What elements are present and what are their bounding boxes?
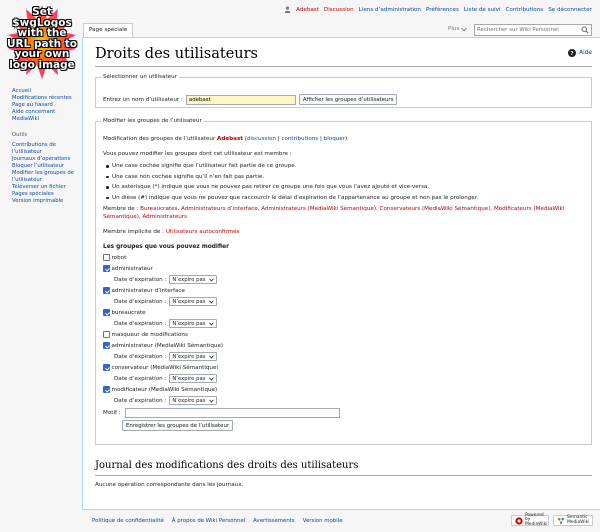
group-checkbox[interactable]	[103, 309, 110, 316]
admin-links-link[interactable]: Liens d’administration	[358, 6, 421, 13]
group-checkbox[interactable]	[103, 386, 110, 393]
group-checkbox[interactable]	[103, 331, 110, 338]
group-label[interactable]: administrateur	[111, 265, 153, 272]
group-row	[103, 362, 588, 373]
semantic-mediawiki-icon	[557, 517, 565, 525]
reason-label: Motif :	[103, 410, 121, 417]
svg-text:?: ?	[570, 51, 574, 57]
tab-special-page[interactable]: Page spéciale	[83, 23, 133, 38]
expiry-row	[103, 373, 588, 384]
user-discussion-link[interactable]: discussion	[246, 136, 276, 142]
expiry-label: Date d’expiration :	[114, 375, 167, 382]
group-row	[103, 252, 588, 263]
rules-list	[103, 161, 588, 203]
select-user-legend: Sélectionner un utilisateur	[103, 74, 177, 80]
chevron-down-icon	[209, 278, 214, 282]
footer-links	[92, 518, 343, 524]
powered-by-mediawiki-text: Powered by MediaWiki	[525, 512, 548, 527]
powered-by-mediawiki-badge[interactable]	[511, 512, 549, 527]
sidebar-tools	[12, 142, 82, 205]
help-label: Aide	[579, 50, 592, 56]
sidebar-item-random-page[interactable]: Page au hasard	[12, 102, 53, 108]
expiry-row	[103, 395, 588, 406]
expiry-select[interactable]	[169, 275, 216, 284]
rule-item: Une case non cochée signifie qu’il n’en fait pas partie.	[112, 172, 588, 183]
reason-row	[103, 407, 588, 419]
implicit-group[interactable]: Utilisateurs autoconfirmés	[165, 228, 240, 235]
rule-item: Un dièse (#) indique que vous ne pouvez que raccourcir le délai d’expiration de l’appartenance au groupe et non pas le prolonger.	[112, 193, 588, 204]
modify-groups-legend: Modifier les groupes de l’utilisateur	[103, 118, 202, 124]
more-menu-label: Plus	[448, 26, 460, 32]
select-user-fieldset	[95, 74, 592, 108]
expiry-select-value: N’expire pas	[172, 375, 206, 382]
group-label[interactable]: administrateur d’interface	[111, 287, 185, 294]
modify-groups-fieldset	[95, 118, 592, 445]
chevron-down-icon	[209, 322, 214, 326]
group-checkbox[interactable]	[103, 265, 110, 272]
sidebar-item-user-groups[interactable]: Modifier les groupes de l’utilisateur	[12, 170, 74, 183]
expiry-row	[103, 296, 588, 307]
site-logo[interactable]	[6, 3, 78, 81]
log-divider	[95, 475, 592, 476]
member-of-groups[interactable]: Bureaucrates, Administrateurs d’interface, Administrateurs (MediaWiki Sémantique), Conservateurs (MediaWiki Sémantique), Modificateurs (MediaWiki Sémantique), Administrateurs	[103, 206, 565, 220]
expiry-label: Date d’expiration :	[114, 320, 167, 327]
chevron-down-icon	[209, 377, 214, 381]
sidebar-item-recent-changes[interactable]: Modifications récentes	[12, 95, 72, 101]
expiry-select-value: N’expire pas	[172, 397, 206, 404]
expiry-row	[103, 351, 588, 362]
expiry-select-value: N’expire pas	[172, 353, 206, 360]
chevron-down-icon	[209, 399, 214, 403]
reason-input[interactable]	[125, 408, 340, 418]
mediawiki-flower-icon	[515, 517, 523, 525]
expiry-select[interactable]	[169, 319, 216, 328]
group-row	[103, 263, 588, 274]
footer-about-link[interactable]: À propos de Wiki Personnel	[171, 518, 246, 524]
semantic-mediawiki-badge[interactable]	[553, 515, 593, 526]
user-block-link[interactable]: bloquer	[323, 136, 346, 142]
username-label: Entrez un nom d’utilisateur :	[103, 96, 183, 103]
expiry-label: Date d’expiration :	[114, 397, 167, 404]
main-content	[82, 37, 600, 510]
group-label[interactable]: modificateur (MediaWiki Sémantique)	[111, 386, 218, 393]
member-of-label: Membre de :	[103, 206, 139, 213]
help-link[interactable]	[568, 49, 592, 57]
search-icon[interactable]	[581, 26, 589, 34]
sidebar-item-special-pages[interactable]: Pages spéciales	[12, 191, 54, 197]
expiry-select-value: N’expire pas	[172, 320, 206, 327]
implicit-label: Membre implicite de :	[103, 228, 165, 235]
modify-heading: Modification des groupes de l’utilisateur Adebast (discussion | contributions | bloquer)	[103, 136, 348, 142]
expiry-select[interactable]	[169, 352, 216, 361]
sidebar-item-user-contributions[interactable]: Contributions de l’utilisateur	[12, 142, 56, 155]
rule-item: Une case cochée signifie que l’utilisateur fait partie de ce groupe.	[112, 161, 588, 172]
group-label[interactable]: masqueur de modifications	[111, 331, 188, 338]
show-groups-button[interactable]: Afficher les groupes d’utilisateurs	[299, 94, 398, 105]
expiry-label: Date d’expiration :	[114, 353, 167, 360]
logo-text: Set $wgLogos with the URL path to your own logo image	[7, 6, 77, 71]
group-row	[103, 307, 588, 318]
group-checkbox[interactable]	[103, 364, 110, 371]
personal-tools	[284, 5, 592, 14]
expiry-select[interactable]	[169, 396, 216, 405]
modify-heading-user[interactable]: Adebast	[217, 136, 243, 142]
title-divider	[95, 66, 592, 67]
expiry-select[interactable]	[169, 374, 216, 383]
sidebar-item-printable[interactable]: Version imprimable	[12, 198, 64, 204]
group-row	[103, 329, 588, 340]
group-checkbox[interactable]	[103, 287, 110, 294]
username-input[interactable]	[186, 95, 296, 105]
sidebar-item-home[interactable]: Accueil	[12, 88, 31, 94]
preferences-link[interactable]: Préférences	[425, 6, 459, 13]
implicit-member	[103, 229, 588, 237]
rule-item: Un astérisque (*) indique que vous ne pouvez pas retirer ce groupe une fois que vous l’avez ajouté et vice-versa.	[112, 182, 588, 193]
expiry-row	[103, 318, 588, 329]
group-label[interactable]: robot	[111, 254, 127, 261]
search-box	[474, 24, 592, 36]
group-row	[103, 340, 588, 351]
contributions-link[interactable]: Contributions	[505, 6, 544, 13]
expiry-select[interactable]	[169, 297, 216, 306]
expiry-row	[103, 274, 588, 285]
group-checkbox[interactable]	[103, 342, 110, 349]
user-contributions-link[interactable]: contributions	[281, 136, 319, 142]
more-menu[interactable]	[448, 26, 467, 32]
groups-list	[103, 252, 588, 406]
modify-heading-text: Modification des groupes de l’utilisateur	[103, 136, 216, 142]
group-label[interactable]: administrateur (MediaWiki Sémantique)	[111, 342, 224, 349]
semantic-mediawiki-text: Semantic MediaWiki	[567, 514, 590, 525]
group-checkbox[interactable]	[103, 254, 110, 261]
group-label[interactable]: bureaucrate	[111, 309, 146, 316]
footer-mobile-link[interactable]: Version mobile	[302, 518, 343, 524]
chevron-down-icon	[209, 300, 214, 304]
expiry-select-value: N’expire pas	[172, 276, 206, 283]
member-of	[103, 206, 588, 221]
footer-disclaimers-link[interactable]: Avertissements	[253, 518, 295, 524]
expiry-label: Date d’expiration :	[114, 298, 167, 305]
user-icon	[284, 6, 291, 13]
group-label[interactable]: conservateur (MediaWiki Sémantique)	[111, 364, 219, 371]
sidebar-item-upload[interactable]: Téléverser un fichier	[12, 184, 66, 190]
save-groups-button[interactable]: Enregistrer les groupes de l’utilisateur	[122, 420, 233, 431]
user-talk-link[interactable]: Discussion	[323, 6, 354, 13]
sidebar	[12, 88, 82, 209]
log-empty-message: Aucune opération correspondante dans les journaux.	[95, 482, 244, 488]
chevron-down-icon	[209, 355, 214, 359]
footer-icons	[511, 512, 593, 527]
sidebar-tools-heading: Outils	[12, 132, 28, 138]
help-icon	[568, 49, 576, 57]
group-row	[103, 285, 588, 296]
chevron-down-icon	[461, 27, 467, 32]
watchlist-link[interactable]: Liste de suivi	[463, 6, 501, 13]
sidebar-item-block-user[interactable]: Bloquer l’utilisateur	[12, 163, 65, 169]
group-row	[103, 384, 588, 395]
expiry-label: Date d’expiration :	[114, 276, 167, 283]
sidebar-navigation	[12, 88, 82, 123]
page-title: Droits des utilisateurs	[95, 46, 258, 62]
search-input[interactable]	[477, 27, 581, 33]
modify-intro: Vous pouvez modifier les groupes dont cet utilisateur est membre :	[103, 150, 292, 157]
sidebar-item-logs[interactable]: Journaux d’opérations	[12, 156, 71, 162]
footer-privacy-link[interactable]: Politique de confidentialité	[92, 518, 164, 524]
log-title: Journal des modifications des droits des utilisateurs	[95, 460, 359, 471]
logout-link[interactable]: Se déconnecter	[548, 6, 592, 13]
groups-heading: Les groupes que vous pouvez modifier	[103, 244, 229, 251]
expiry-select-value: N’expire pas	[172, 298, 206, 305]
sidebar-item-mediawiki-help[interactable]: Aide concernant MediaWiki	[12, 109, 56, 122]
user-page-link[interactable]: Adebast	[296, 6, 319, 13]
